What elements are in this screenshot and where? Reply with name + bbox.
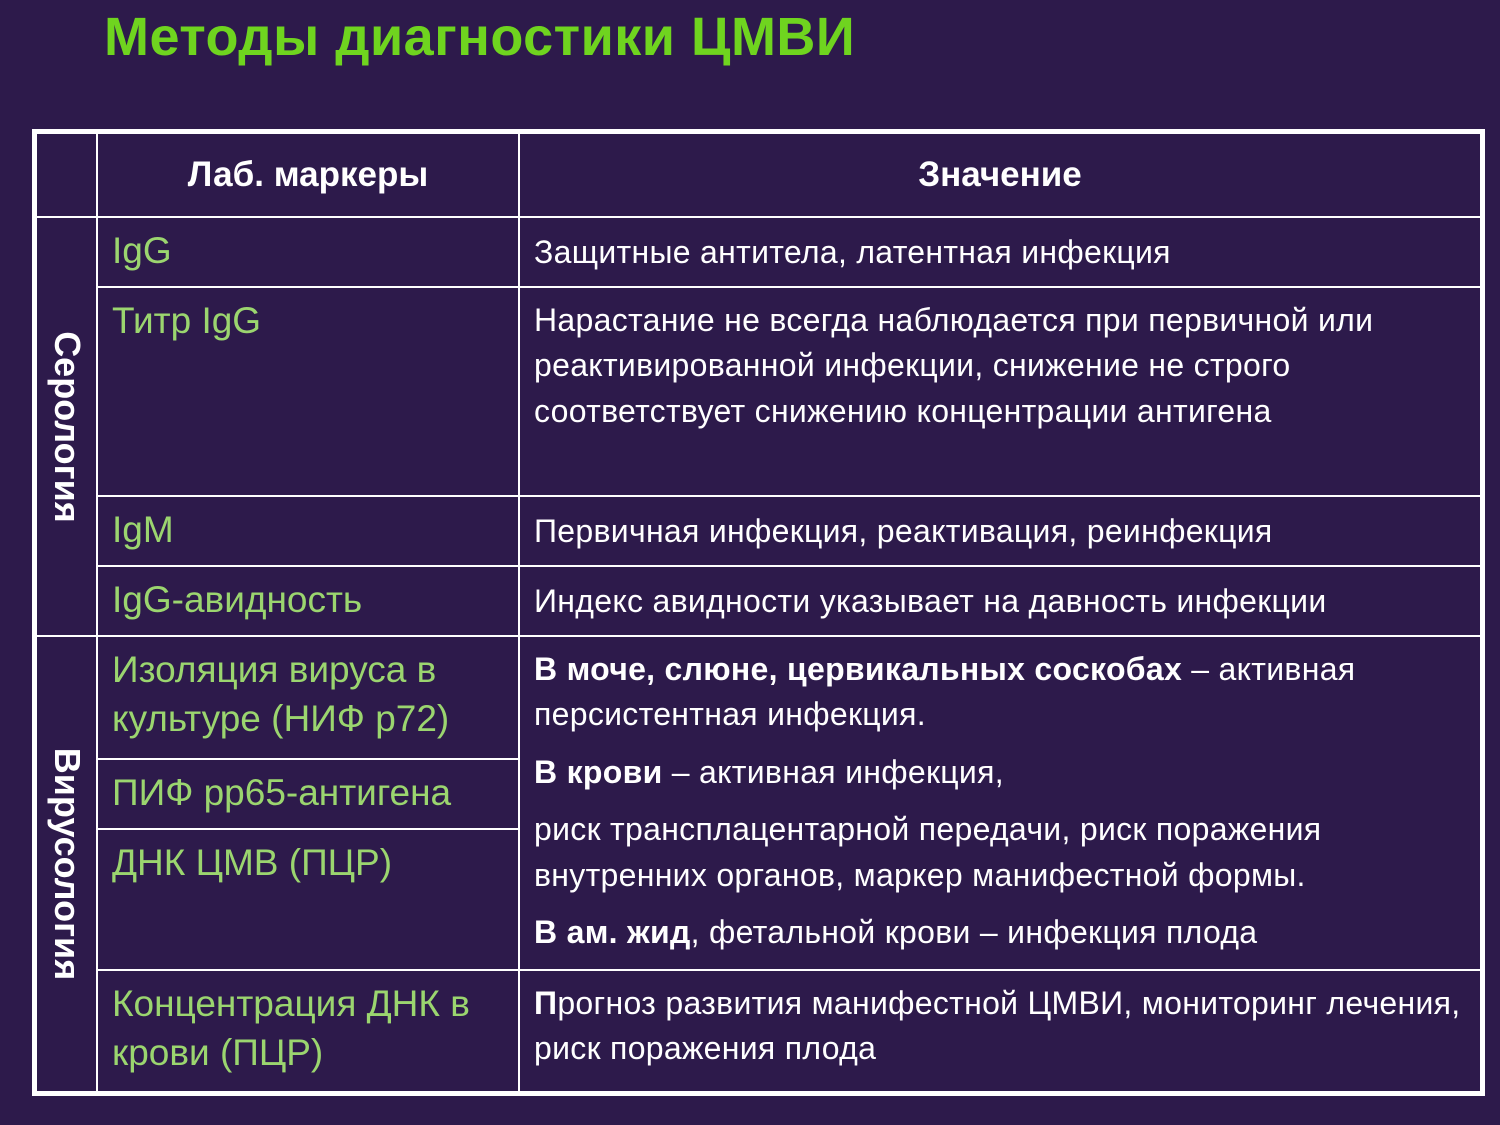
marker-cell: IgG-авидность (97, 566, 519, 636)
meaning-paragraph: риск трансплацентарной передачи, риск поражения внутренних органов, маркер манифестной формы. (534, 811, 1322, 893)
header-meaning: Значение (519, 133, 1481, 217)
marker-cell: ДНК ЦМВ (ПЦР) (97, 829, 519, 970)
table-header-row (36, 133, 1481, 217)
meaning-paragraph (534, 647, 1468, 738)
table-row (36, 636, 1481, 759)
group-label-serology: Серология (46, 330, 88, 523)
meaning-text: рогноз развития манифестной ЦМВИ, мониторинг лечения, риск поражения плода (534, 985, 1461, 1067)
meaning-cell: Защитные антитела, латентная инфекция (519, 217, 1481, 287)
group-serology (36, 217, 97, 636)
table-row (36, 970, 1481, 1092)
page-title: Методы диагностики ЦМВИ (104, 7, 856, 67)
meaning-text: – активная персистентная инфекция. (534, 651, 1356, 733)
marker-cell: Титр IgG (97, 287, 519, 496)
table-row (36, 496, 1481, 566)
meaning-text: , фетальной крови – инфекция плода (690, 914, 1258, 951)
meaning-paragraph (534, 750, 1468, 795)
meaning-cell (519, 970, 1481, 1092)
meaning-paragraph (534, 910, 1468, 955)
meaning-cell: Нарастание не всегда наблюдается при первичной или реактивированной инфекции, снижение не строго соответствует снижению концентрации антигена (519, 287, 1481, 496)
marker-cell: IgG (97, 217, 519, 287)
meaning-bold: В моче, слюне, цервикальных соскобах (534, 651, 1183, 687)
group-label-virology: Вирусология (46, 747, 88, 981)
marker-cell: Изоляция вируса в культуре (НИФ р72) (97, 636, 519, 759)
marker-cell: ПИФ рр65-антигена (97, 759, 519, 829)
marker-cell: Концентрация ДНК в крови (ПЦР) (97, 970, 519, 1092)
meaning-cell: Индекс авидности указывает на давность инфекции (519, 566, 1481, 636)
table-row (36, 217, 1481, 287)
table-row (36, 287, 1481, 496)
table-row (36, 566, 1481, 636)
meaning-bold: В ам. жид (534, 914, 691, 951)
virology-meaning-cell (519, 636, 1481, 970)
diagnostics-table (32, 129, 1485, 1096)
header-empty-cell (36, 133, 97, 217)
meaning-cell: Первичная инфекция, реактивация, реинфекция (519, 496, 1481, 566)
group-virology (36, 636, 97, 1092)
marker-cell: IgM (97, 496, 519, 566)
meaning-bold: В крови (534, 753, 663, 790)
header-markers: Лаб. маркеры (97, 133, 519, 217)
meaning-bold: П (534, 985, 558, 1021)
meaning-text: – активная инфекция, (662, 753, 1004, 790)
